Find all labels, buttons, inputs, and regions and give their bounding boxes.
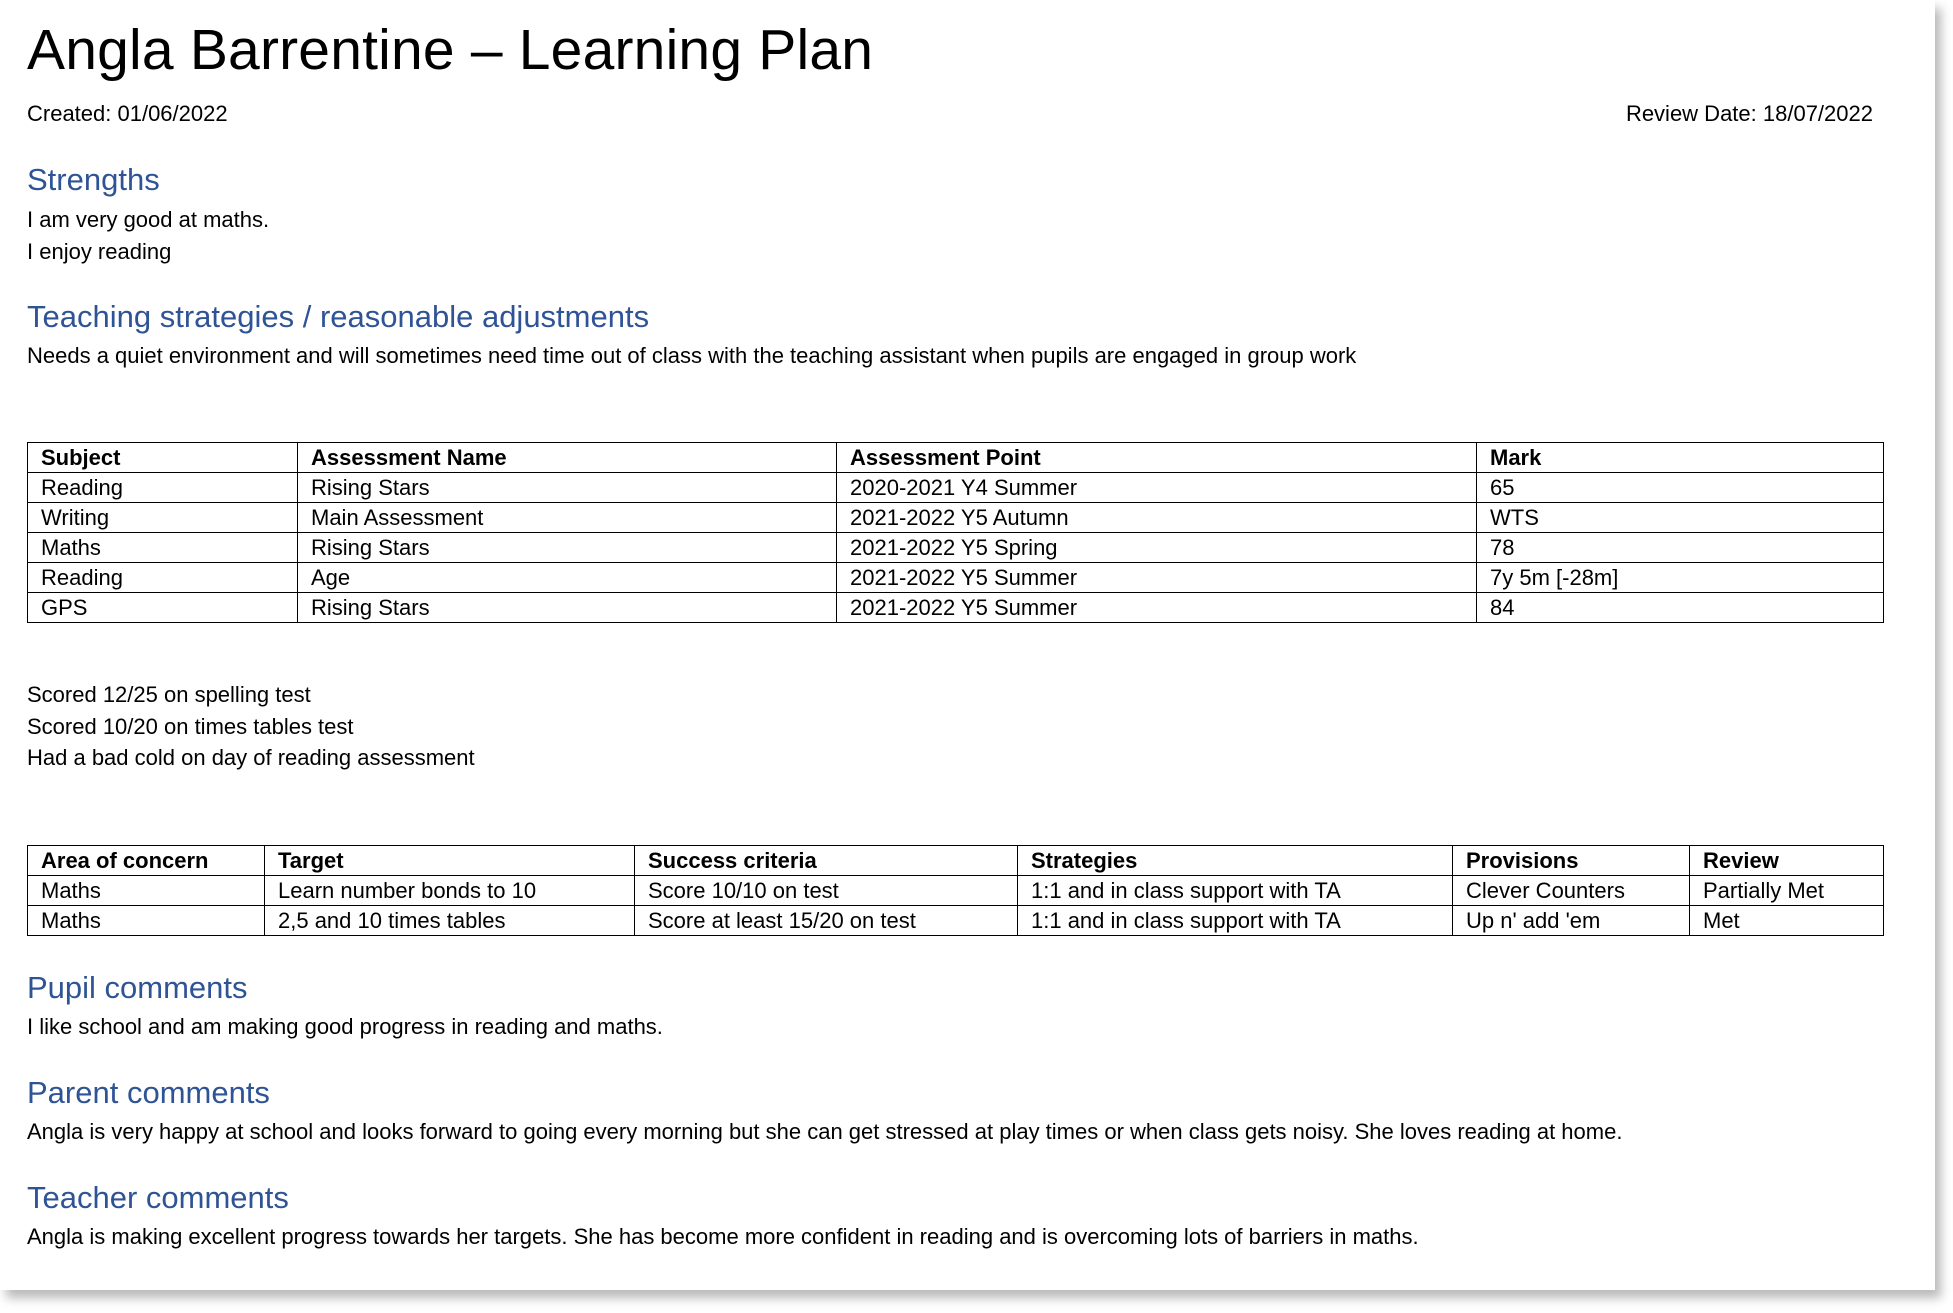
note-line: Had a bad cold on day of reading assessment [27,745,475,770]
subject-cell: Reading [28,563,298,593]
table-row [28,876,1884,906]
note-line: Scored 12/25 on spelling test [27,682,311,707]
assessment-name-cell: Rising Stars [298,533,837,563]
column-header: Mark [1477,443,1884,473]
document-meta [27,99,1873,129]
teacher-comments-heading: Teacher comments [27,1180,289,1215]
assessment-name-cell: Rising Stars [298,473,837,503]
assessment-table [27,442,1884,623]
teaching-strategies-heading: Teaching strategies / reasonable adjustments [27,299,650,334]
area-of-concern-cell: Maths [28,876,265,906]
mark-cell: 84 [1477,593,1884,623]
targets-table [27,845,1884,936]
column-header: Assessment Point [837,443,1477,473]
mark-cell: 7y 5m [-28m] [1477,563,1884,593]
success-criteria-cell: Score 10/10 on test [635,876,1018,906]
assessment-name-cell: Main Assessment [298,503,837,533]
created-date: Created: 01/06/2022 [27,101,228,126]
table-row [28,533,1884,563]
area-of-concern-cell: Maths [28,906,265,936]
pupil-comments-text: I like school and am making good progress in reading and maths. [27,1014,663,1039]
subject-cell: Writing [28,503,298,533]
column-header: Subject [28,443,298,473]
review-cell: Met [1690,906,1884,936]
column-header: Success criteria [635,846,1018,876]
strategies-cell: 1:1 and in class support with TA [1018,906,1453,936]
table-row [28,473,1884,503]
target-cell: Learn number bonds to 10 [265,876,635,906]
assessment-point-cell: 2021-2022 Y5 Autumn [837,503,1477,533]
column-header: Target [265,846,635,876]
table-row [28,503,1884,533]
column-header: Provisions [1453,846,1690,876]
target-cell: 2,5 and 10 times tables [265,906,635,936]
pupil-comments-heading: Pupil comments [27,970,248,1005]
table-row [28,906,1884,936]
column-header: Area of concern [28,846,265,876]
subject-cell: GPS [28,593,298,623]
parent-comments-heading: Parent comments [27,1075,270,1110]
assessment-point-cell: 2021-2022 Y5 Spring [837,533,1477,563]
assessment-table-header [28,443,1884,473]
strength-line: I enjoy reading [27,238,172,264]
column-header: Review [1690,846,1884,876]
strengths-heading: Strengths [27,162,160,197]
table-row [28,563,1884,593]
assessment-point-cell: 2020-2021 Y4 Summer [837,473,1477,503]
column-header: Assessment Name [298,443,837,473]
strength-line: I am very good at maths. [27,207,270,232]
review-date: Review Date: 18/07/2022 [1625,101,1873,126]
teacher-comments-text: Angla is making excellent progress towards her targets. She has become more confident in reading and is overcoming lots of barriers in maths. [27,1224,1419,1249]
mark-cell: 65 [1477,473,1884,503]
document-title: Angla Barrentine – Learning Plan [27,18,874,82]
strategies-cell: 1:1 and in class support with TA [1018,876,1453,906]
subject-cell: Reading [28,473,298,503]
column-header: Strategies [1018,846,1453,876]
success-criteria-cell: Score at least 15/20 on test [635,906,1018,936]
assessment-point-cell: 2021-2022 Y5 Summer [837,593,1477,623]
provisions-cell: Clever Counters [1453,876,1690,906]
subject-cell: Maths [28,533,298,563]
note-line: Scored 10/20 on times tables test [27,713,354,739]
mark-cell: 78 [1477,533,1884,563]
targets-table-header [28,846,1884,876]
strengths-text [27,204,269,267]
table-row [28,593,1884,623]
mark-cell: WTS [1477,503,1884,533]
assessment-name-cell: Rising Stars [298,593,837,623]
assessment-point-cell: 2021-2022 Y5 Summer [837,563,1477,593]
assessment-notes [27,679,475,774]
assessment-name-cell: Age [298,563,837,593]
parent-comments-text: Angla is very happy at school and looks forward to going every morning but she can get stressed at play times or when class gets noisy. She loves reading at home. [27,1119,1623,1144]
teaching-strategies-text: Needs a quiet environment and will sometimes need time out of class with the teaching assistant when pupils are engaged in group work [27,343,1357,368]
review-cell: Partially Met [1690,876,1884,906]
provisions-cell: Up n' add 'em [1453,906,1690,936]
